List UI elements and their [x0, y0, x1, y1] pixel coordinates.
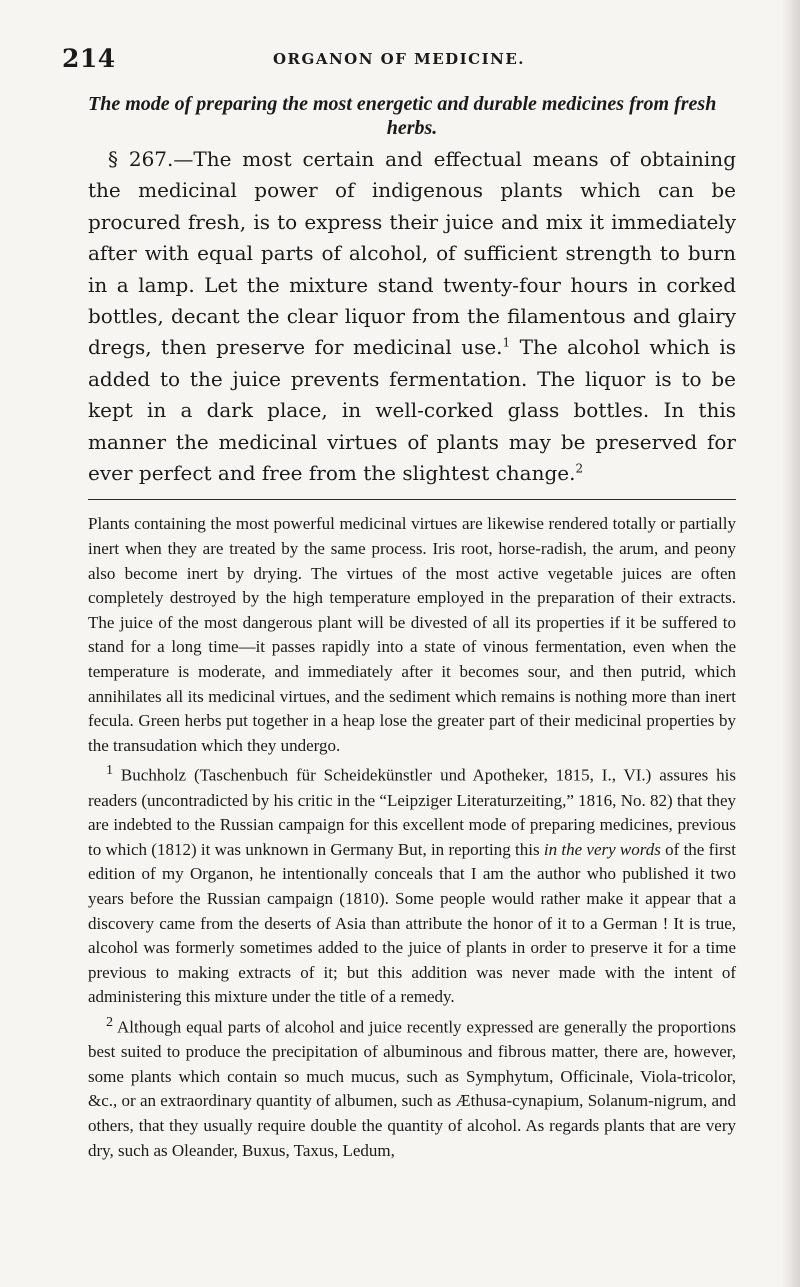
- footnote-ref-2: 2: [575, 461, 584, 476]
- footnote-ref-1: 1: [502, 335, 511, 350]
- note-intro: Plants containing the most powerful medicinal virtues are likewise rendered totally or partially inert when they are treated by the same process. Iris root, horse-radish, the arum, and peony also become inert by drying. The virtues of the most active vegetable juices are often completely destroyed by the high temperature employed in the preparation of their extracts. The juice of the most dangerous plant will be divested of all its properties if it be suffered to stand for a long time—it passes rapidly into a state of vinous fermentation, even when the temperature is moderate, and immediately after it becomes sour, and then putrid, which annihilates all its medicinal virtues, and the sediment which remains is nothing more than inert fecula. Green herbs put together in a heap lose the greater part of their medicinal properties by the transudation which they undergo.: [88, 514, 736, 755]
- section-heading-line1: The mode of preparing the most energetic and durable medicines from fresh: [88, 93, 717, 115]
- paragraph-number: § 267.: [108, 147, 174, 171]
- footnote-1-text-part1: Buchholz (Taschenbuch für Scheidekünstler und Apotheker, 1815, I., VI.) assures his readers (uncontradicted by his critic in the “Leipziger Literaturzeiting,” 1816, No. 82) that they are indebted to the Russian campaign for this excellent mode of preparing medicines, previous to which (1812) it was unknown in Germany But, in reporting this: [88, 766, 736, 859]
- footnote-1-italic: in the very words: [543, 839, 661, 859]
- page-edge-shadow: [782, 0, 800, 1287]
- page-number: 214: [62, 44, 116, 73]
- footnote-1: [88, 758, 736, 1010]
- main-paragraph: [88, 144, 736, 489]
- running-title: ORGANON OF MEDICINE.: [272, 50, 525, 68]
- main-text-part1: —The most certain and effectual means of obtaining the medicinal power of indigenous plants which can be procured fresh, is to express their juice and mix it immediately after with equal parts of alcohol, of sufficient strength to burn in a lamp. Let the mixture stand twenty-four hours in corked bottles, decant the clear liquor from the filamentous and glairy dregs, then preserve for medicinal use.: [88, 147, 736, 360]
- footnote-2-marker: 2: [106, 1014, 114, 1030]
- footnote-2-text: Although equal parts of alcohol and juice recently expressed are generally the proportions best suited to produce the precipitation of albuminous and fibrous matter, there are, however, some plants which contain so much mucus, such as Symphytum, Officinale, Viola-tricolor, &c., or an extraordinary quantity of albumen, such as Æthusa-cynapium, Solanum-nigrum, and others, that they usually require double the quantity of alcohol. As regards plants that are very dry, such as Oleander, Buxus, Taxus, Ledum,: [88, 1017, 736, 1160]
- section-heading-line2: herbs.: [386, 117, 438, 139]
- running-head: [62, 44, 736, 80]
- section-heading: [88, 92, 736, 140]
- main-text-part2: The alcohol which is added to the juice prevents fermentation. The liquor is to be kept in a dark place, in well-corked glass bottles. In this manner the medicinal virtues of plants may be preserved for ever perfect and free from the slightest change.: [88, 335, 736, 486]
- footnote-divider: [88, 499, 736, 500]
- footnote-1-text-part2: of the first edition of my Organon, he intentionally conceals that I am the author who published it two years before the Russian campaign (1810). Some people would rather make it appear that a discovery came from the deserts of Asia than attribute the honor of it to a German ! It is true, alcohol was formerly sometimes added to the juice of plants in order to preserve it for a time previous to making extracts of it; but this addition was never made with the intent of administering this mixture under the title of a remedy.: [88, 839, 736, 1007]
- footnote-1-marker: 1: [106, 762, 114, 779]
- footnotes: [88, 512, 736, 1163]
- footnote-2: [88, 1010, 736, 1163]
